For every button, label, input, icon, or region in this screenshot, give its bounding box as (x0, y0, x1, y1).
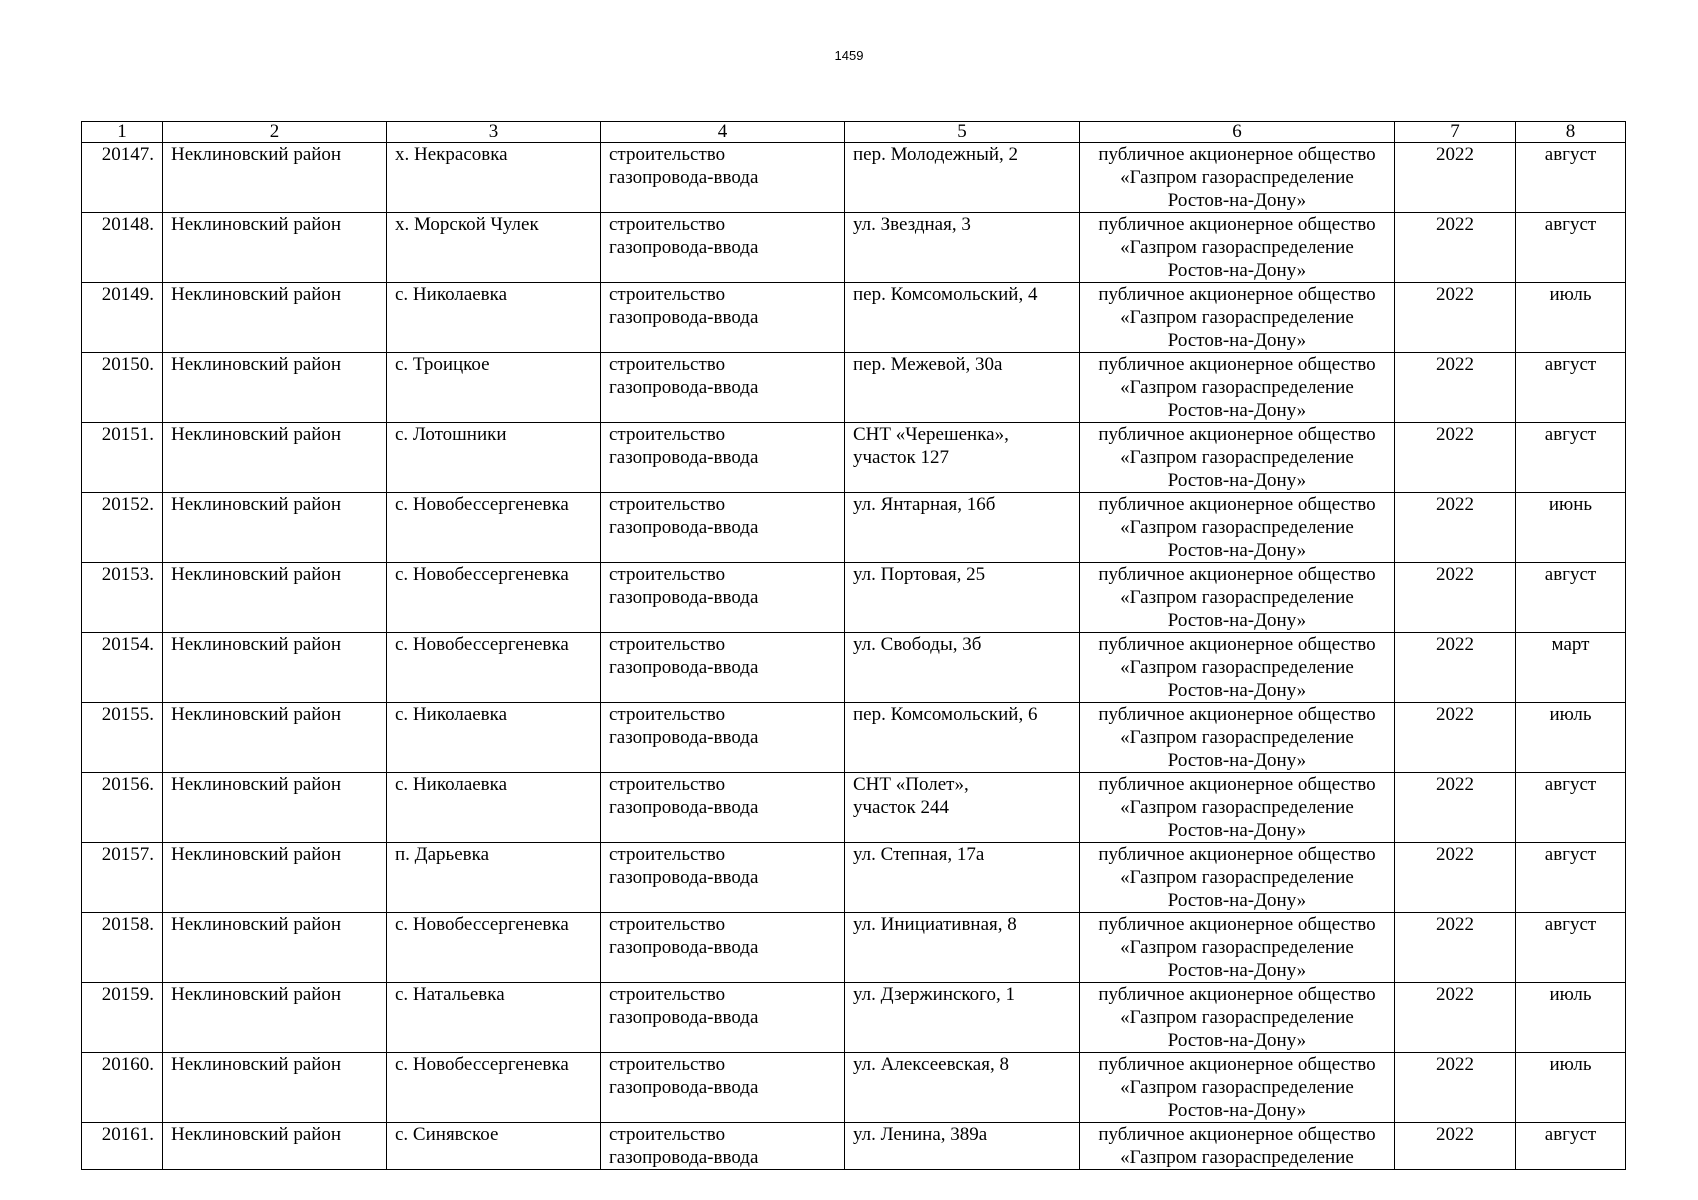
work-type-cell: строительство газопровода-ввода (601, 563, 845, 633)
district-cell: Неклиновский район (163, 563, 387, 633)
column-header: 4 (601, 122, 845, 143)
column-header: 5 (845, 122, 1080, 143)
table-row (82, 913, 1626, 983)
organization-cell: публичное акционерное общество «Газпром газораспределение Ростов-на-Дону» (1080, 143, 1395, 213)
year-cell: 2022 (1395, 843, 1516, 913)
organization-cell: публичное акционерное общество «Газпром газораспределение Ростов-на-Дону» (1080, 493, 1395, 563)
year-cell: 2022 (1395, 213, 1516, 283)
settlement-cell: с. Лотошники (387, 423, 601, 493)
month-cell: август (1516, 213, 1626, 283)
header-row (82, 122, 1626, 143)
address-cell: ул. Инициативная, 8 (845, 913, 1080, 983)
organization-cell: публичное акционерное общество «Газпром газораспределение Ростов-на-Дону» (1080, 773, 1395, 843)
work-type-cell: строительство газопровода-ввода (601, 843, 845, 913)
month-cell: июль (1516, 1053, 1626, 1123)
column-header: 7 (1395, 122, 1516, 143)
district-cell: Неклиновский район (163, 773, 387, 843)
organization-cell: публичное акционерное общество «Газпром газораспределение Ростов-на-Дону» (1080, 563, 1395, 633)
month-cell: август (1516, 913, 1626, 983)
work-type-cell: строительство газопровода-ввода (601, 213, 845, 283)
organization-cell: публичное акционерное общество «Газпром газораспределение Ростов-на-Дону» (1080, 213, 1395, 283)
table-row (82, 283, 1626, 353)
organization-cell: публичное акционерное общество «Газпром газораспределение Ростов-на-Дону» (1080, 423, 1395, 493)
organization-cell: публичное акционерное общество «Газпром газораспределение (1080, 1123, 1395, 1170)
year-cell: 2022 (1395, 1123, 1516, 1170)
table-body (82, 143, 1626, 1170)
district-cell: Неклиновский район (163, 423, 387, 493)
row-number: 20147. (82, 143, 163, 213)
year-cell: 2022 (1395, 143, 1516, 213)
address-cell: ул. Дзержинского, 1 (845, 983, 1080, 1053)
row-number: 20150. (82, 353, 163, 423)
month-cell: август (1516, 353, 1626, 423)
organization-cell: публичное акционерное общество «Газпром газораспределение Ростов-на-Дону» (1080, 283, 1395, 353)
month-cell: июнь (1516, 493, 1626, 563)
address-cell: ул. Алексеевская, 8 (845, 1053, 1080, 1123)
organization-cell: публичное акционерное общество «Газпром газораспределение Ростов-на-Дону» (1080, 1053, 1395, 1123)
month-cell: август (1516, 1123, 1626, 1170)
table-row (82, 843, 1626, 913)
address-cell: пер. Комсомольский, 6 (845, 703, 1080, 773)
table-row (82, 703, 1626, 773)
table-row (82, 143, 1626, 213)
organization-cell: публичное акционерное общество «Газпром газораспределение Ростов-на-Дону» (1080, 633, 1395, 703)
page-number: 1459 (834, 48, 864, 63)
settlement-cell: с. Новобессергеневка (387, 493, 601, 563)
work-type-cell: строительство газопровода-ввода (601, 703, 845, 773)
settlement-cell: х. Морской Чулек (387, 213, 601, 283)
work-type-cell: строительство газопровода-ввода (601, 983, 845, 1053)
row-number: 20159. (82, 983, 163, 1053)
district-cell: Неклиновский район (163, 1123, 387, 1170)
table-row (82, 493, 1626, 563)
work-type-cell: строительство газопровода-ввода (601, 143, 845, 213)
table-row (82, 563, 1626, 633)
settlement-cell: х. Некрасовка (387, 143, 601, 213)
table-row (82, 423, 1626, 493)
column-header: 3 (387, 122, 601, 143)
year-cell: 2022 (1395, 1053, 1516, 1123)
settlement-cell: п. Дарьевка (387, 843, 601, 913)
settlement-cell: с. Николаевка (387, 703, 601, 773)
district-cell: Неклиновский район (163, 983, 387, 1053)
row-number: 20149. (82, 283, 163, 353)
work-type-cell: строительство газопровода-ввода (601, 353, 845, 423)
month-cell: август (1516, 843, 1626, 913)
district-cell: Неклиновский район (163, 353, 387, 423)
year-cell: 2022 (1395, 283, 1516, 353)
table-row (82, 983, 1626, 1053)
address-cell: ул. Свободы, 3б (845, 633, 1080, 703)
work-type-cell: строительство газопровода-ввода (601, 1123, 845, 1170)
address-cell: ул. Янтарная, 16б (845, 493, 1080, 563)
table-row (82, 633, 1626, 703)
row-number: 20155. (82, 703, 163, 773)
address-cell: пер. Комсомольский, 4 (845, 283, 1080, 353)
row-number: 20154. (82, 633, 163, 703)
month-cell: август (1516, 423, 1626, 493)
address-cell: ул. Степная, 17а (845, 843, 1080, 913)
district-cell: Неклиновский район (163, 913, 387, 983)
settlement-cell: с. Синявское (387, 1123, 601, 1170)
work-type-cell: строительство газопровода-ввода (601, 493, 845, 563)
settlement-cell: с. Новобессергеневка (387, 913, 601, 983)
column-header: 8 (1516, 122, 1626, 143)
settlement-cell: с. Николаевка (387, 773, 601, 843)
address-cell: пер. Молодежный, 2 (845, 143, 1080, 213)
district-cell: Неклиновский район (163, 493, 387, 563)
address-cell: СНТ «Полет», участок 244 (845, 773, 1080, 843)
month-cell: июль (1516, 983, 1626, 1053)
work-type-cell: строительство газопровода-ввода (601, 283, 845, 353)
row-number: 20151. (82, 423, 163, 493)
address-cell: ул. Ленина, 389а (845, 1123, 1080, 1170)
year-cell: 2022 (1395, 773, 1516, 843)
organization-cell: публичное акционерное общество «Газпром газораспределение Ростов-на-Дону» (1080, 983, 1395, 1053)
settlement-cell: с. Новобессергеневка (387, 1053, 601, 1123)
month-cell: август (1516, 143, 1626, 213)
row-number: 20157. (82, 843, 163, 913)
work-type-cell: строительство газопровода-ввода (601, 773, 845, 843)
row-number: 20152. (82, 493, 163, 563)
district-cell: Неклиновский район (163, 143, 387, 213)
registry-table (81, 121, 1626, 1170)
work-type-cell: строительство газопровода-ввода (601, 633, 845, 703)
year-cell: 2022 (1395, 563, 1516, 633)
year-cell: 2022 (1395, 703, 1516, 773)
month-cell: август (1516, 773, 1626, 843)
work-type-cell: строительство газопровода-ввода (601, 1053, 845, 1123)
settlement-cell: с. Новобессергеневка (387, 633, 601, 703)
work-type-cell: строительство газопровода-ввода (601, 913, 845, 983)
row-number: 20161. (82, 1123, 163, 1170)
work-type-cell: строительство газопровода-ввода (601, 423, 845, 493)
address-cell: пер. Межевой, 30а (845, 353, 1080, 423)
settlement-cell: с. Николаевка (387, 283, 601, 353)
column-header: 6 (1080, 122, 1395, 143)
year-cell: 2022 (1395, 983, 1516, 1053)
address-cell: ул. Звездная, 3 (845, 213, 1080, 283)
settlement-cell: с. Троицкое (387, 353, 601, 423)
column-header: 1 (82, 122, 163, 143)
table-row (82, 213, 1626, 283)
address-cell: ул. Портовая, 25 (845, 563, 1080, 633)
address-cell: СНТ «Черешенка», участок 127 (845, 423, 1080, 493)
table-row (82, 1123, 1626, 1170)
organization-cell: публичное акционерное общество «Газпром газораспределение Ростов-на-Дону» (1080, 353, 1395, 423)
settlement-cell: с. Натальевка (387, 983, 601, 1053)
district-cell: Неклиновский район (163, 283, 387, 353)
row-number: 20158. (82, 913, 163, 983)
year-cell: 2022 (1395, 493, 1516, 563)
organization-cell: публичное акционерное общество «Газпром газораспределение Ростов-на-Дону» (1080, 703, 1395, 773)
row-number: 20156. (82, 773, 163, 843)
month-cell: август (1516, 563, 1626, 633)
district-cell: Неклиновский район (163, 213, 387, 283)
organization-cell: публичное акционерное общество «Газпром газораспределение Ростов-на-Дону» (1080, 843, 1395, 913)
row-number: 20160. (82, 1053, 163, 1123)
district-cell: Неклиновский район (163, 843, 387, 913)
month-cell: март (1516, 633, 1626, 703)
table-row (82, 773, 1626, 843)
table-row (82, 353, 1626, 423)
organization-cell: публичное акционерное общество «Газпром газораспределение Ростов-на-Дону» (1080, 913, 1395, 983)
district-cell: Неклиновский район (163, 703, 387, 773)
district-cell: Неклиновский район (163, 633, 387, 703)
column-header: 2 (163, 122, 387, 143)
year-cell: 2022 (1395, 423, 1516, 493)
district-cell: Неклиновский район (163, 1053, 387, 1123)
month-cell: июль (1516, 283, 1626, 353)
year-cell: 2022 (1395, 353, 1516, 423)
settlement-cell: с. Новобессергеневка (387, 563, 601, 633)
row-number: 20148. (82, 213, 163, 283)
row-number: 20153. (82, 563, 163, 633)
month-cell: июль (1516, 703, 1626, 773)
table-row (82, 1053, 1626, 1123)
year-cell: 2022 (1395, 913, 1516, 983)
year-cell: 2022 (1395, 633, 1516, 703)
